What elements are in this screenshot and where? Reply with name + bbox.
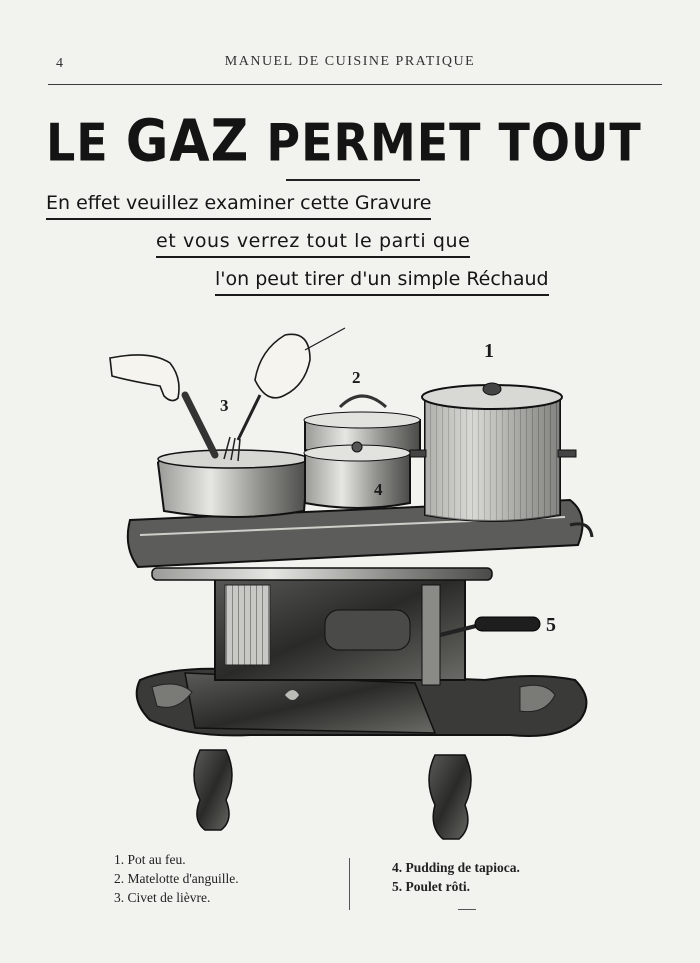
frying-pan [158,450,308,517]
headline [46,108,666,175]
headline-underline [286,179,420,181]
callout-3: 3 [220,396,229,415]
subline-3: l'on peut tirer d'un simple Réchaud [215,268,549,296]
headline-word-gaz: GAZ [125,108,250,176]
header-rule [48,84,662,85]
legend-item: 5. Poulet rôti. [392,879,470,894]
legend-left [114,850,239,907]
hand-with-spoon [110,355,215,455]
running-head: MANUEL DE CUISINE PRATIQUE [224,54,476,69]
headline-word-permet-tout: PERMET TOUT [266,112,642,173]
legend-item: 1. Pot au feu. [114,852,186,867]
legend-divider [349,858,350,910]
page-number: 4 [56,56,63,71]
legend-item: 4. Pudding de tapioca. [392,860,520,875]
callout-4: 4 [374,480,383,499]
legend-item: 3. Civet de lièvre. [114,890,211,905]
subline-2: et vous verrez tout le parti que [156,230,470,258]
headline-word-le: LE [46,112,109,173]
callout-2: 2 [352,368,361,387]
subline-1: En effet veuillez examiner cette Gravure [46,192,431,220]
callout-1: 1 [484,340,494,362]
saucepan-stack [304,396,420,508]
stock-pot [410,383,576,521]
legend-dash [458,909,476,910]
stove-legs [194,750,471,839]
gas-stove-engraving [100,325,610,845]
oven-body [215,575,465,685]
legend-item: 2. Matelotte d'anguille. [114,871,239,886]
callout-5: 5 [546,614,556,636]
legend-right [392,858,520,896]
